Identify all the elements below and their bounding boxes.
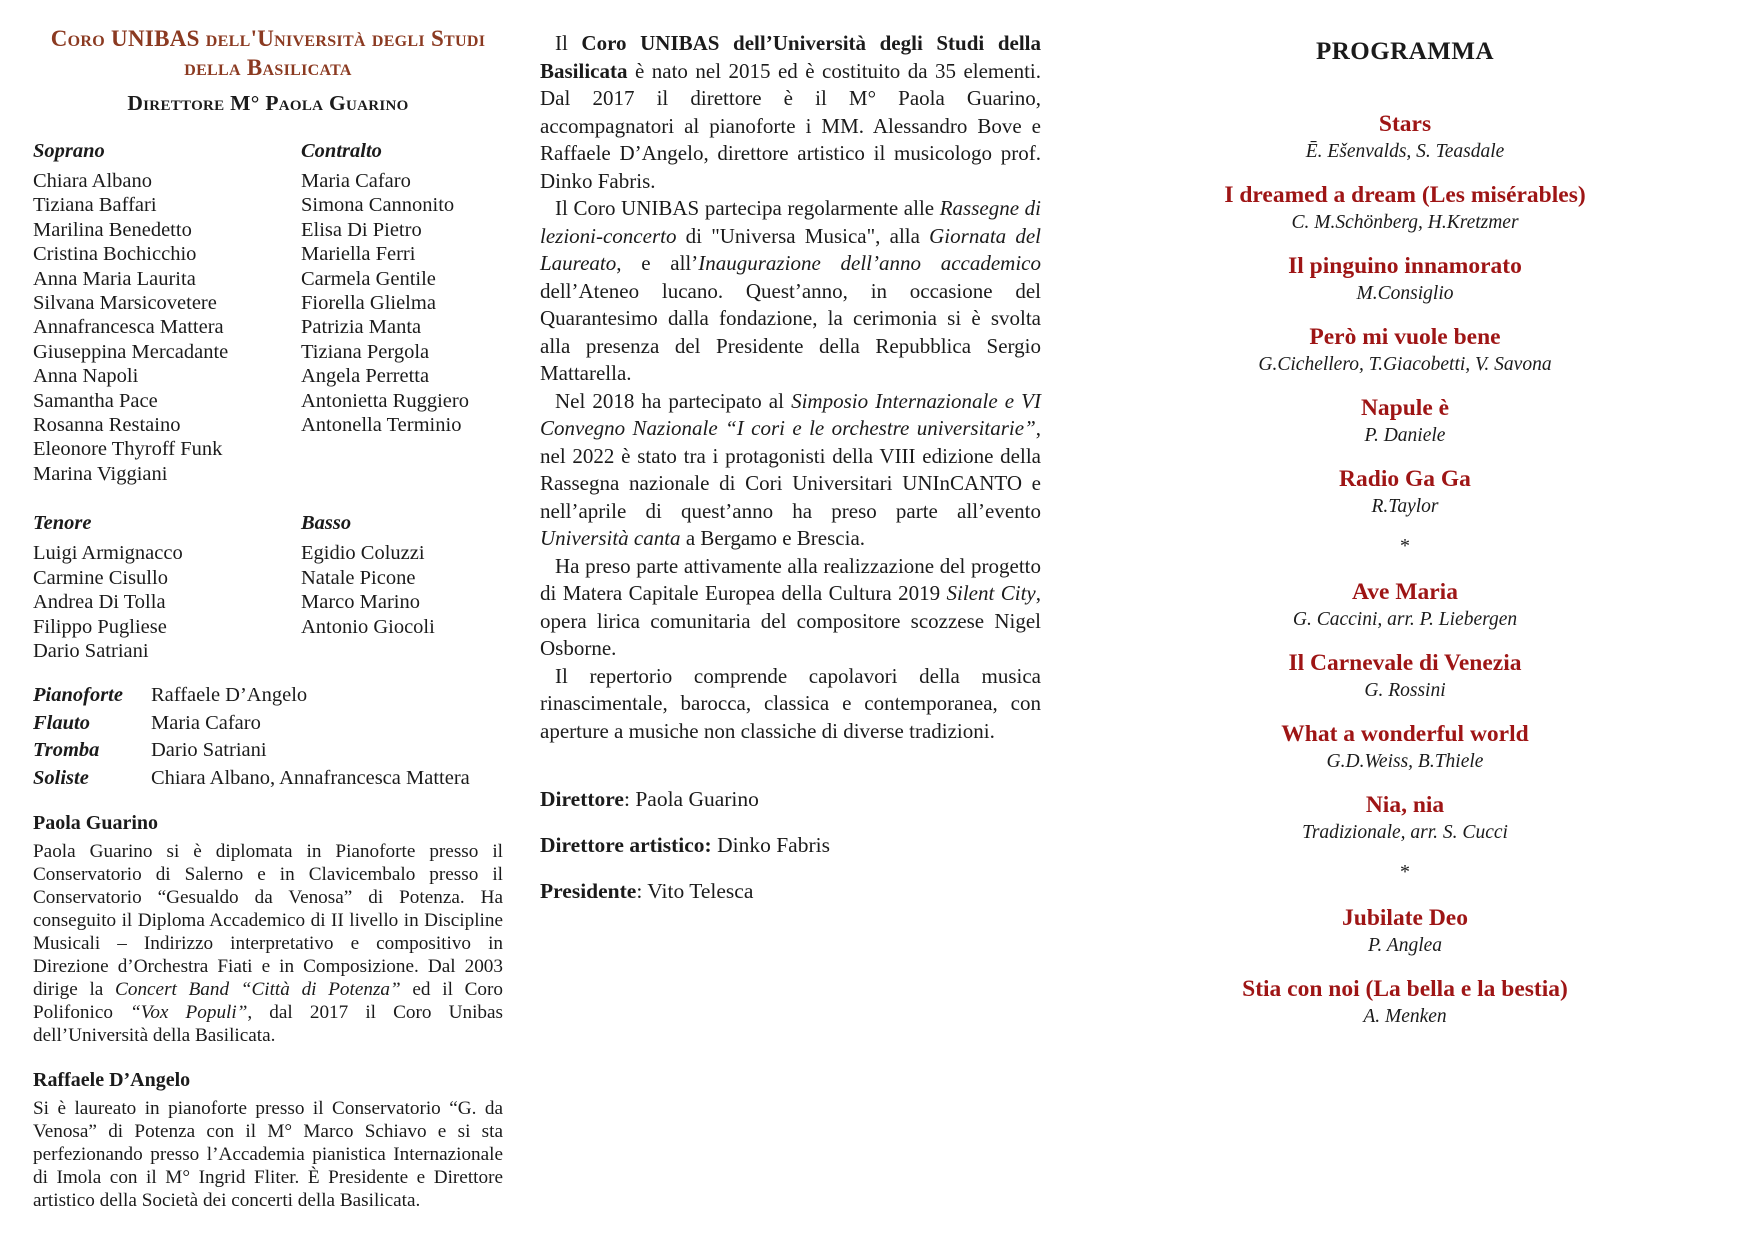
text-run: , dal 2017 il Coro Unibas dell’Università della Basilicata. (33, 1001, 503, 1046)
voice-section-label: Tenore (33, 512, 92, 535)
text-run: è nato nel 2015 ed è costituito da 35 elementi. Dal 2017 il direttore è il M° Paola Guarino, accompagnatori al pianoforte i MM. Alessandro Bove e Raffaele D’Angelo, direttore artistico il musicologo prof. Dinko Fabris. (540, 58, 1041, 193)
program-composers: M.Consiglio (1356, 283, 1454, 304)
choir-member-name: Tiziana Pergola (301, 340, 430, 363)
choir-member-name: Anna Napoli (33, 365, 139, 388)
program-item (1103, 791, 1707, 846)
program-item (1103, 323, 1707, 378)
choir-title-line1: Coro UNIBAS dell'Università degli Studi (50, 26, 486, 51)
program-item (1103, 975, 1707, 1030)
choir-member-name: Samantha Pace (33, 389, 158, 412)
role-label: Tromba (33, 739, 100, 762)
program-composers: R.Taylor (1371, 496, 1439, 517)
choir-member-name: Rosanna Restaino (33, 414, 181, 437)
choir-member-name: Dario Satriani (33, 639, 149, 662)
choir-member-name: Egidio Coluzzi (301, 542, 425, 565)
program-title: Jubilate Deo (1342, 905, 1468, 931)
program-title: Ave Maria (1352, 579, 1458, 605)
program-title: Il pinguino innamorato (1288, 253, 1522, 279)
voice-section-label: Soprano (33, 140, 105, 162)
choir-member-name: Andrea Di Tolla (33, 591, 166, 614)
voice-section-label: Basso (301, 512, 352, 535)
program-item (1103, 904, 1707, 959)
choir-member-name: Chiara Albano (33, 170, 152, 192)
text-run: Presidente (540, 879, 637, 903)
program-title: Nia, nia (1365, 792, 1445, 818)
bio (33, 812, 503, 1047)
program-composers: A. Menken (1363, 1006, 1447, 1027)
text-run: Il repertorio comprende capolavori della musica rinascimentale, barocca, classica e contemporanea, con aperture a musiche non classiche di diverse tradizioni. (540, 663, 1041, 743)
program-item (1103, 252, 1707, 307)
program-title: I dreamed a dream (Les misérables) (1224, 182, 1586, 208)
text-run: Direttore artistico: (540, 833, 712, 857)
choir-member-name: Carmela Gentile (301, 267, 436, 290)
program-composers: C. M.Schönberg, H.Kretzmer (1291, 212, 1519, 233)
program-item (1103, 181, 1707, 236)
voice-sections (33, 140, 503, 663)
voice-section-label: Contralto (301, 140, 382, 162)
program-item (1103, 465, 1707, 520)
program-composers: G. Caccini, arr. P. Liebergen (1292, 609, 1518, 630)
description-paragraphs (540, 30, 1041, 745)
choir-member-name: Annafrancesca Mattera (33, 316, 224, 339)
description-paragraph (540, 663, 1041, 746)
role-name: Maria Cafaro (151, 711, 261, 734)
official-line (540, 833, 1041, 858)
text-run: Dinko Fabris (711, 833, 830, 857)
instrument-roles (33, 683, 503, 790)
choir-member-name: Antonella Terminio (301, 414, 462, 437)
role-row (33, 738, 503, 762)
program-title: What a wonderful world (1281, 721, 1529, 747)
officials (540, 787, 1041, 904)
text-run: Concert Band “Città di Potenza” (115, 978, 401, 1000)
official-line (540, 787, 1041, 812)
description-paragraph (540, 553, 1041, 663)
text-run: Il (555, 31, 582, 55)
choir-member-name: Silvana Marsicovetere (33, 292, 217, 315)
text-run: Paola Guarino si è diplomata in Pianoforte presso il Conservatorio di Salerno e in Clavicembalo presso il Conservatorio “Gesualdo da Venosa” di Potenza. Ha conseguito il Diploma Accademico di II livello in Discipline Musicali – Indirizzo interpretativo e compositivo in Direzione d’Orchestra Fiati e in Composizione. Dal 2003 dirige la (33, 840, 503, 1000)
official-line (540, 879, 1041, 904)
role-row (33, 683, 503, 707)
role-row (33, 711, 503, 735)
text-run: : Vito Telesca (636, 879, 754, 903)
program-composers: P. Daniele (1364, 425, 1446, 446)
left-column (33, 24, 503, 1212)
text-run: a Bergamo e Brescia. (680, 526, 866, 550)
choir-member-name: Tiziana Baffari (33, 194, 157, 217)
role-label: Pianoforte (33, 684, 123, 707)
voice-section-soprano (33, 140, 301, 486)
program-item (1103, 110, 1707, 165)
text-run: , e all’ (616, 251, 699, 275)
program-header: PROGRAMMA (1315, 38, 1495, 65)
choir-member-name: Mariella Ferri (301, 243, 416, 266)
voice-section-contralto (301, 140, 503, 486)
text-run: Università canta (540, 526, 681, 550)
choir-member-name: Luigi Armignacco (33, 542, 183, 565)
choir-member-name: Natale Picone (301, 566, 416, 589)
voice-section-basso (301, 512, 503, 663)
text-run: Coro UNIBAS dell’Università degli Studi della Basilicata (540, 31, 1041, 83)
choir-member-name: Giuseppina Mercadante (33, 340, 229, 363)
program-item (1103, 578, 1707, 633)
program-title: Però mi vuole bene (1309, 324, 1501, 350)
choir-member-name: Marina Viggiani (33, 462, 168, 485)
choir-member-name: Patrizia Manta (301, 316, 422, 339)
text-run: , opera lirica comunitaria del compositore scozzese Nigel Osborne. (540, 581, 1041, 660)
bio-text (33, 1097, 503, 1212)
right-column (1103, 38, 1707, 1046)
program-item (1103, 394, 1707, 449)
text-run: , nel 2022 è stato tra i protagonisti della VIII edizione della Rassegna nazionale di Cori Universitari UNInCANTO e nell’aprile di quest’anno ha preso parte all’evento (540, 416, 1041, 523)
choir-member-name: Carmine Cisullo (33, 566, 168, 589)
choir-member-name: Maria Cafaro (301, 170, 411, 192)
bio-text (33, 840, 503, 1047)
choir-member-name: Angela Perretta (301, 365, 430, 388)
bio-heading: Paola Guarino (33, 811, 159, 834)
program-composers: P. Anglea (1367, 935, 1443, 956)
choir-subtitle: Direttore M° Paola Guarino (127, 91, 409, 115)
text-run: Il Coro UNIBAS partecipa regolarmente alle (555, 196, 940, 220)
text-run: Si è laureato in pianoforte presso il Conservatorio “G. da Venosa” di Potenza con il M° Marco Schiavo e si sta perfezionando presso l’Accademia pianistica Internazionale di Imola con il M° Ingrid Fliter. È Presidente e Direttore artistico della Società dei concerti della Basilicata. (33, 1097, 503, 1211)
text-run: Silent City (946, 581, 1036, 605)
program-composers: Ē. Ešenvalds, S. Teasdale (1305, 141, 1505, 162)
text-run: Nel 2018 ha partecipato al (555, 388, 792, 413)
description-paragraph (540, 195, 1041, 388)
text-run: dell’Ateneo lucano. Quest’anno, in occasione del Quarantesimo dalla fondazione, la cerimonia si è svolta alla presenza del Presidente della Repubblica Sergio Mattarella. (540, 278, 1041, 385)
program-composers: G. Rossini (1364, 680, 1446, 701)
program-title: Il Carnevale di Venezia (1288, 650, 1522, 676)
description-paragraph (540, 388, 1041, 553)
choir-member-name: Marco Marino (301, 591, 420, 614)
program-title: Stia con noi (La bella e la bestia) (1242, 976, 1568, 1002)
text-run: Inaugurazione dell’anno accademico (698, 251, 1041, 275)
choir-title-line2: della Basilicata (184, 55, 352, 80)
choir-member-name: Simona Cannonito (301, 194, 455, 217)
text-run: Ha preso parte attivamente alla realizzazione del progetto di Matera Capitale Europea della Cultura 2019 (540, 553, 1041, 605)
text-run: ed il Coro Polifonico (33, 978, 503, 1023)
role-name: Dario Satriani (151, 739, 267, 762)
program-composers: G.D.Weiss, B.Thiele (1326, 751, 1484, 772)
choir-member-name: Antonietta Ruggiero (301, 389, 469, 412)
text-run: “Vox Populi” (130, 1001, 248, 1023)
bio-heading: Raffaele D’Angelo (33, 1068, 191, 1091)
role-row (33, 766, 503, 790)
program-item (1103, 649, 1707, 704)
text-run: Direttore (540, 787, 624, 811)
program-title: Stars (1378, 111, 1432, 137)
choir-title (33, 24, 503, 82)
choir-member-name: Fiorella Glielma (301, 292, 436, 315)
bios (33, 812, 503, 1212)
description-paragraph (540, 30, 1041, 195)
text-run: : Paola Guarino (623, 787, 759, 811)
program-separator: * (1400, 861, 1410, 883)
role-label: Flauto (33, 711, 90, 734)
program-item (1103, 720, 1707, 775)
program-list (1103, 110, 1707, 1030)
choir-member-name: Anna Maria Laurita (33, 267, 196, 290)
text-run: Giornata del Laureato (540, 223, 1042, 275)
text-run: di "Universa Musica", alla (676, 223, 930, 248)
bio (33, 1069, 503, 1212)
role-name: Chiara Albano, Annafrancesca Mattera (151, 766, 470, 789)
text-run: Rassegne di lezioni-concerto (540, 196, 1041, 248)
role-name: Raffaele D’Angelo (151, 684, 308, 707)
voice-section-tenore (33, 512, 301, 663)
choir-member-name: Cristina Bochicchio (33, 243, 197, 266)
choir-member-name: Filippo Pugliese (33, 615, 167, 638)
choir-member-name: Eleonore Thyroff Funk (33, 438, 223, 461)
choir-member-name: Elisa Di Pietro (301, 218, 422, 241)
program-title: Napule è (1360, 395, 1450, 421)
choir-member-name: Antonio Giocoli (301, 615, 435, 638)
program-composers: G.Cichellero, T.Giacobetti, V. Savona (1258, 354, 1552, 375)
program-title: Radio Ga Ga (1339, 466, 1471, 492)
program-composers: Tradizionale, arr. S. Cucci (1302, 822, 1508, 843)
middle-column (540, 30, 1041, 925)
choir-member-name: Marilina Benedetto (33, 218, 192, 241)
role-label: Soliste (33, 766, 89, 789)
text-run: Simposio Internazionale e VI Convegno Nazionale “I cori e le orchestre universitarie” (540, 388, 1042, 440)
program-separator: * (1400, 535, 1410, 557)
